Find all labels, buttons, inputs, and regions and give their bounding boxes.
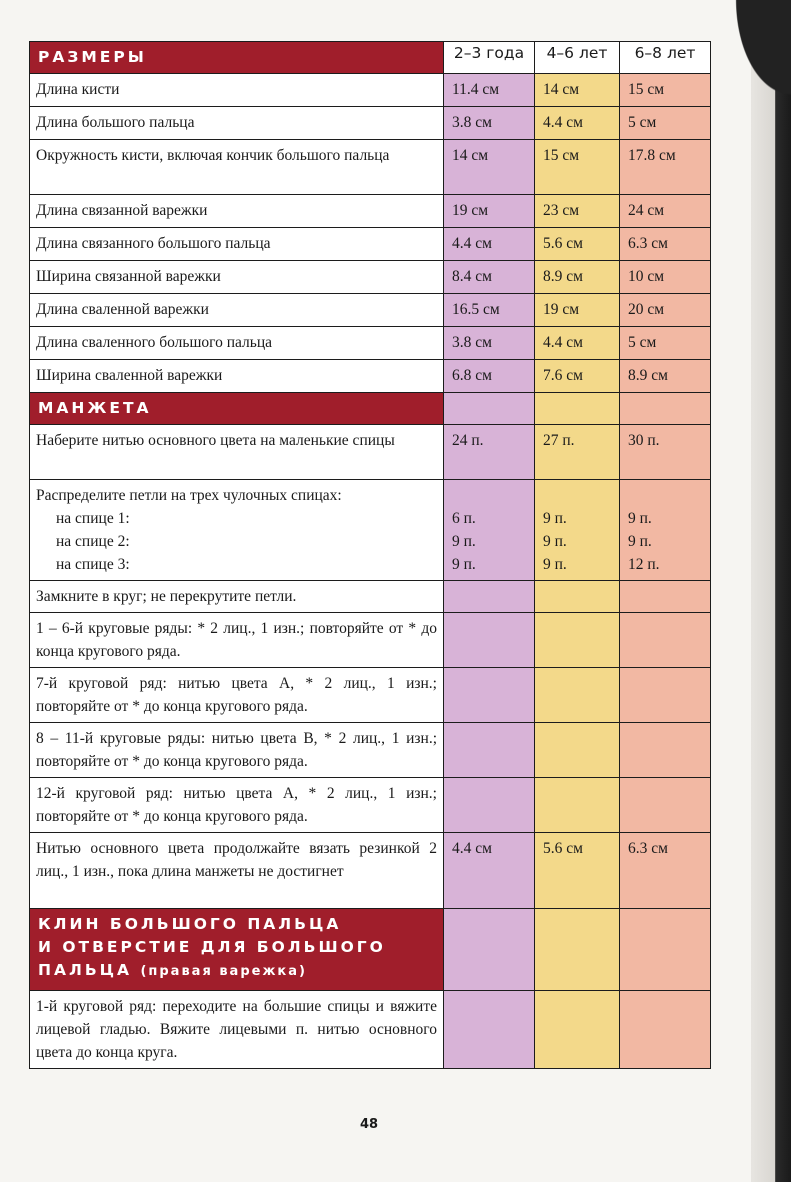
empty-cell [535, 393, 620, 425]
measure-value: 6.8 см [444, 360, 535, 393]
instruction-row [30, 581, 711, 613]
measure-value: 8.9 см [620, 360, 711, 393]
measure-value: 4.4 см [444, 228, 535, 261]
instruction-row [30, 991, 711, 1069]
section-thumb-title [30, 909, 444, 991]
section-sizes-title: РАЗМЕРЫ [30, 42, 444, 74]
measure-value: 4.4 см [535, 107, 620, 140]
cuff-length: 5.6 см [535, 833, 620, 909]
empty-cell [620, 723, 711, 778]
instruction-row [30, 668, 711, 723]
stitch-count: 9 п. [543, 556, 567, 573]
measure-value: 10 см [620, 261, 711, 294]
empty-cell [620, 778, 711, 833]
measure-value: 6.3 см [620, 228, 711, 261]
stitch-count: 12 п. [628, 556, 660, 573]
measure-value: 5 см [620, 327, 711, 360]
measure-label: Длина связанного большого пальца [30, 228, 444, 261]
instruction-row [30, 480, 711, 581]
measure-row [30, 228, 711, 261]
section-cuff-title: МАНЖЕТА [30, 393, 444, 425]
instruction-text: Наберите нитью основного цвета на маленькие спицы [30, 425, 444, 480]
measure-value: 5.6 см [535, 228, 620, 261]
stitch-count: 6 п. [452, 510, 476, 527]
page-corner-shadow [721, 0, 791, 120]
section-thumb-line2: И ОТВЕРСТИЕ ДЛЯ БОЛЬШОГО [38, 938, 386, 956]
measure-value: 14 см [535, 74, 620, 107]
measure-value: 7.6 см [535, 360, 620, 393]
stitch-count: 9 п. [452, 533, 476, 550]
measure-value: 4.4 см [535, 327, 620, 360]
size-header-1: 2–3 года [444, 42, 535, 74]
stitch-count-group [535, 480, 620, 581]
measure-value: 5 см [620, 107, 711, 140]
cuff-length: 6.3 см [620, 833, 711, 909]
measure-row [30, 294, 711, 327]
instruction-text: Замкните в круг; не перекрутите петли. [30, 581, 444, 613]
empty-cell [535, 778, 620, 833]
measure-value: 15 см [620, 74, 711, 107]
empty-cell [444, 581, 535, 613]
instruction-text: 7-й круговой ряд: нитью цвета А, * 2 лиц., 1 изн.; повторяйте от * до конца кругового ряда. [30, 668, 444, 723]
measure-value: 17.8 см [620, 140, 711, 195]
instruction-text: 12-й круговой ряд: нитью цвета А, * 2 лиц., 1 изн.; повторяйте от * до конца кругового ряда. [30, 778, 444, 833]
measure-label: Ширина связанной варежки [30, 261, 444, 294]
empty-cell [620, 393, 711, 425]
cuff-length: 4.4 см [444, 833, 535, 909]
empty-cell [620, 668, 711, 723]
measure-value: 20 см [620, 294, 711, 327]
stitch-count: 9 п. [452, 556, 476, 573]
measure-label: Длина сваленного большого пальца [30, 327, 444, 360]
empty-cell [620, 909, 711, 991]
measure-label: Длина сваленной варежки [30, 294, 444, 327]
page-number: 48 [360, 1117, 379, 1132]
measure-label: Окружность кисти, включая кончик большого пальца [30, 140, 444, 195]
measure-value: 11.4 см [444, 74, 535, 107]
stitch-count: 27 п. [535, 425, 620, 480]
measure-value: 19 см [444, 195, 535, 228]
empty-cell [620, 613, 711, 668]
empty-cell [535, 723, 620, 778]
header-row [30, 42, 711, 74]
stitch-count-group [444, 480, 535, 581]
stitch-count: 9 п. [628, 510, 652, 527]
measure-row [30, 360, 711, 393]
stitch-count: 9 п. [543, 510, 567, 527]
measure-value: 15 см [535, 140, 620, 195]
stitch-count: 9 п. [543, 533, 567, 550]
empty-cell [444, 723, 535, 778]
measure-label: Длина большого пальца [30, 107, 444, 140]
section-thumb-line3 [38, 959, 435, 983]
stitch-count: 24 п. [444, 425, 535, 480]
empty-cell [444, 991, 535, 1069]
instruction-text: 1 – 6-й круговые ряды: * 2 лиц., 1 изн.; повторяйте от * до конца кругового ряда. [30, 613, 444, 668]
page-edge [751, 0, 791, 1182]
empty-cell [535, 668, 620, 723]
empty-cell [444, 778, 535, 833]
measure-value: 3.8 см [444, 107, 535, 140]
stitch-count-group [620, 480, 711, 581]
measure-value: 8.9 см [535, 261, 620, 294]
needle-label: на спице 2: [56, 533, 130, 550]
needle-label: на спице 1: [56, 510, 130, 527]
section-row [30, 393, 711, 425]
size-header-3: 6–8 лет [620, 42, 711, 74]
instruction-row [30, 613, 711, 668]
measure-row [30, 107, 711, 140]
measure-row [30, 195, 711, 228]
instruction-row [30, 833, 711, 909]
section-row [30, 909, 711, 991]
instruction-row [30, 778, 711, 833]
empty-cell [444, 909, 535, 991]
instruction-text: 8 – 11-й круговые ряды: нитью цвета В, * 2 лиц., 1 изн.; повторяйте от * до конца кругового ряда. [30, 723, 444, 778]
measure-value: 3.8 см [444, 327, 535, 360]
stitch-count: 30 п. [620, 425, 711, 480]
section-thumb-line1: КЛИН БОЛЬШОГО ПАЛЬЦА [38, 915, 342, 933]
empty-cell [444, 613, 535, 668]
empty-cell [535, 909, 620, 991]
instruction-text: 1-й круговой ряд: переходите на большие спицы и вяжите лицевой гладью. Вяжите лицевыми п. нитью основного цвета до конца круга. [30, 991, 444, 1069]
distribute-heading: Распределите петли на трех чулочных спицах: [36, 487, 342, 504]
size-header-2: 4–6 лет [535, 42, 620, 74]
empty-cell [444, 668, 535, 723]
instruction-text: Нитью основного цвета продолжайте вязать резинкой 2 лиц., 1 изн., пока длина манжеты не достигнет [30, 833, 444, 909]
mitten-pattern-table [29, 41, 711, 1069]
measure-value: 23 см [535, 195, 620, 228]
measure-label: Ширина сваленной варежки [30, 360, 444, 393]
stitch-count: 9 п. [628, 533, 652, 550]
empty-cell [535, 613, 620, 668]
section-thumb-word: ПАЛЬЦА [38, 961, 133, 979]
measure-value: 19 см [535, 294, 620, 327]
empty-cell [535, 581, 620, 613]
empty-cell [444, 393, 535, 425]
measure-label: Длина связанной варежки [30, 195, 444, 228]
measure-row [30, 327, 711, 360]
needle-label: на спице 3: [56, 556, 130, 573]
section-thumb-note: (правая варежка) [140, 964, 307, 979]
measure-value: 16.5 см [444, 294, 535, 327]
measure-value: 8.4 см [444, 261, 535, 294]
empty-cell [535, 991, 620, 1069]
instruction-text [30, 480, 444, 581]
empty-cell [620, 581, 711, 613]
measure-row [30, 74, 711, 107]
empty-cell [620, 991, 711, 1069]
measure-value: 24 см [620, 195, 711, 228]
instruction-row [30, 425, 711, 480]
measure-row [30, 261, 711, 294]
measure-row [30, 140, 711, 195]
measure-label: Длина кисти [30, 74, 444, 107]
instruction-row [30, 723, 711, 778]
measure-value: 14 см [444, 140, 535, 195]
